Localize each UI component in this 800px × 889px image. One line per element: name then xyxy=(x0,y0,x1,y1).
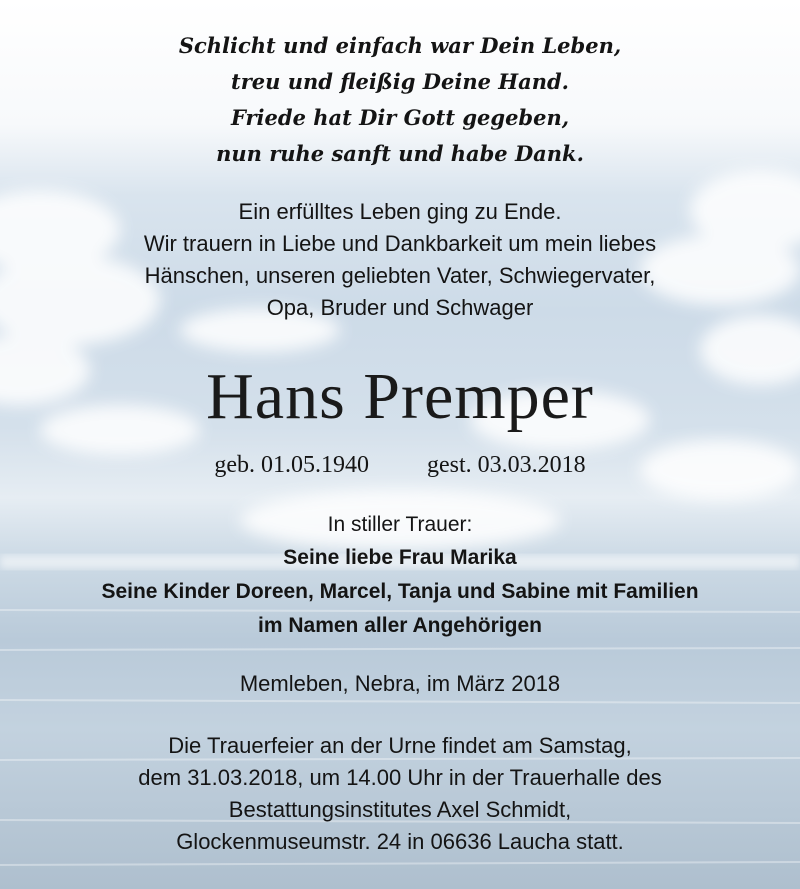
intro-text xyxy=(0,196,800,324)
funeral-line: Die Trauerfeier an der Urne findet am Samstag, xyxy=(168,733,632,758)
funeral-line: Glockenmuseumstr. 24 in 06636 Laucha statt. xyxy=(176,829,624,854)
birth-date: geb. 01.05.1940 xyxy=(214,452,369,478)
poem-line: Friede hat Dir Gott gegeben, xyxy=(230,105,570,130)
place-date: Memleben, Nebra, im März 2018 xyxy=(239,671,561,696)
poem-line: treu und fleißig Deine Hand. xyxy=(231,69,569,94)
death-date: gest. 03.03.2018 xyxy=(426,452,586,478)
deceased-name: Hans Premper xyxy=(206,360,594,433)
mourners-heading: In stiller Trauer: xyxy=(327,513,473,536)
mourners-list xyxy=(0,541,800,643)
mourner-line: im Namen aller Angehörigen xyxy=(258,614,542,637)
intro-line: Opa, Bruder und Schwager xyxy=(266,295,534,320)
funeral-line: dem 31.03.2018, um 14.00 Uhr in der Trauerhalle des xyxy=(138,765,662,790)
poem-line: Schlicht und einfach war Dein Leben, xyxy=(178,33,622,58)
mourner-line: Seine Kinder Doreen, Marcel, Tanja und Sabine mit Familien xyxy=(101,580,699,603)
funeral-line: Bestattungsinstitutes Axel Schmidt, xyxy=(228,797,572,822)
intro-line: Hänschen, unseren geliebten Vater, Schwiegervater, xyxy=(144,263,656,288)
intro-line: Wir trauern in Liebe und Dankbarkeit um mein liebes xyxy=(143,231,657,256)
intro-line: Ein erfülltes Leben ging zu Ende. xyxy=(238,199,562,224)
funeral-info xyxy=(0,730,800,858)
poem xyxy=(0,28,800,172)
life-dates xyxy=(0,450,800,480)
mourner-line: Seine liebe Frau Marika xyxy=(283,546,517,569)
poem-line: nun ruhe sanft und habe Dank. xyxy=(216,141,584,166)
